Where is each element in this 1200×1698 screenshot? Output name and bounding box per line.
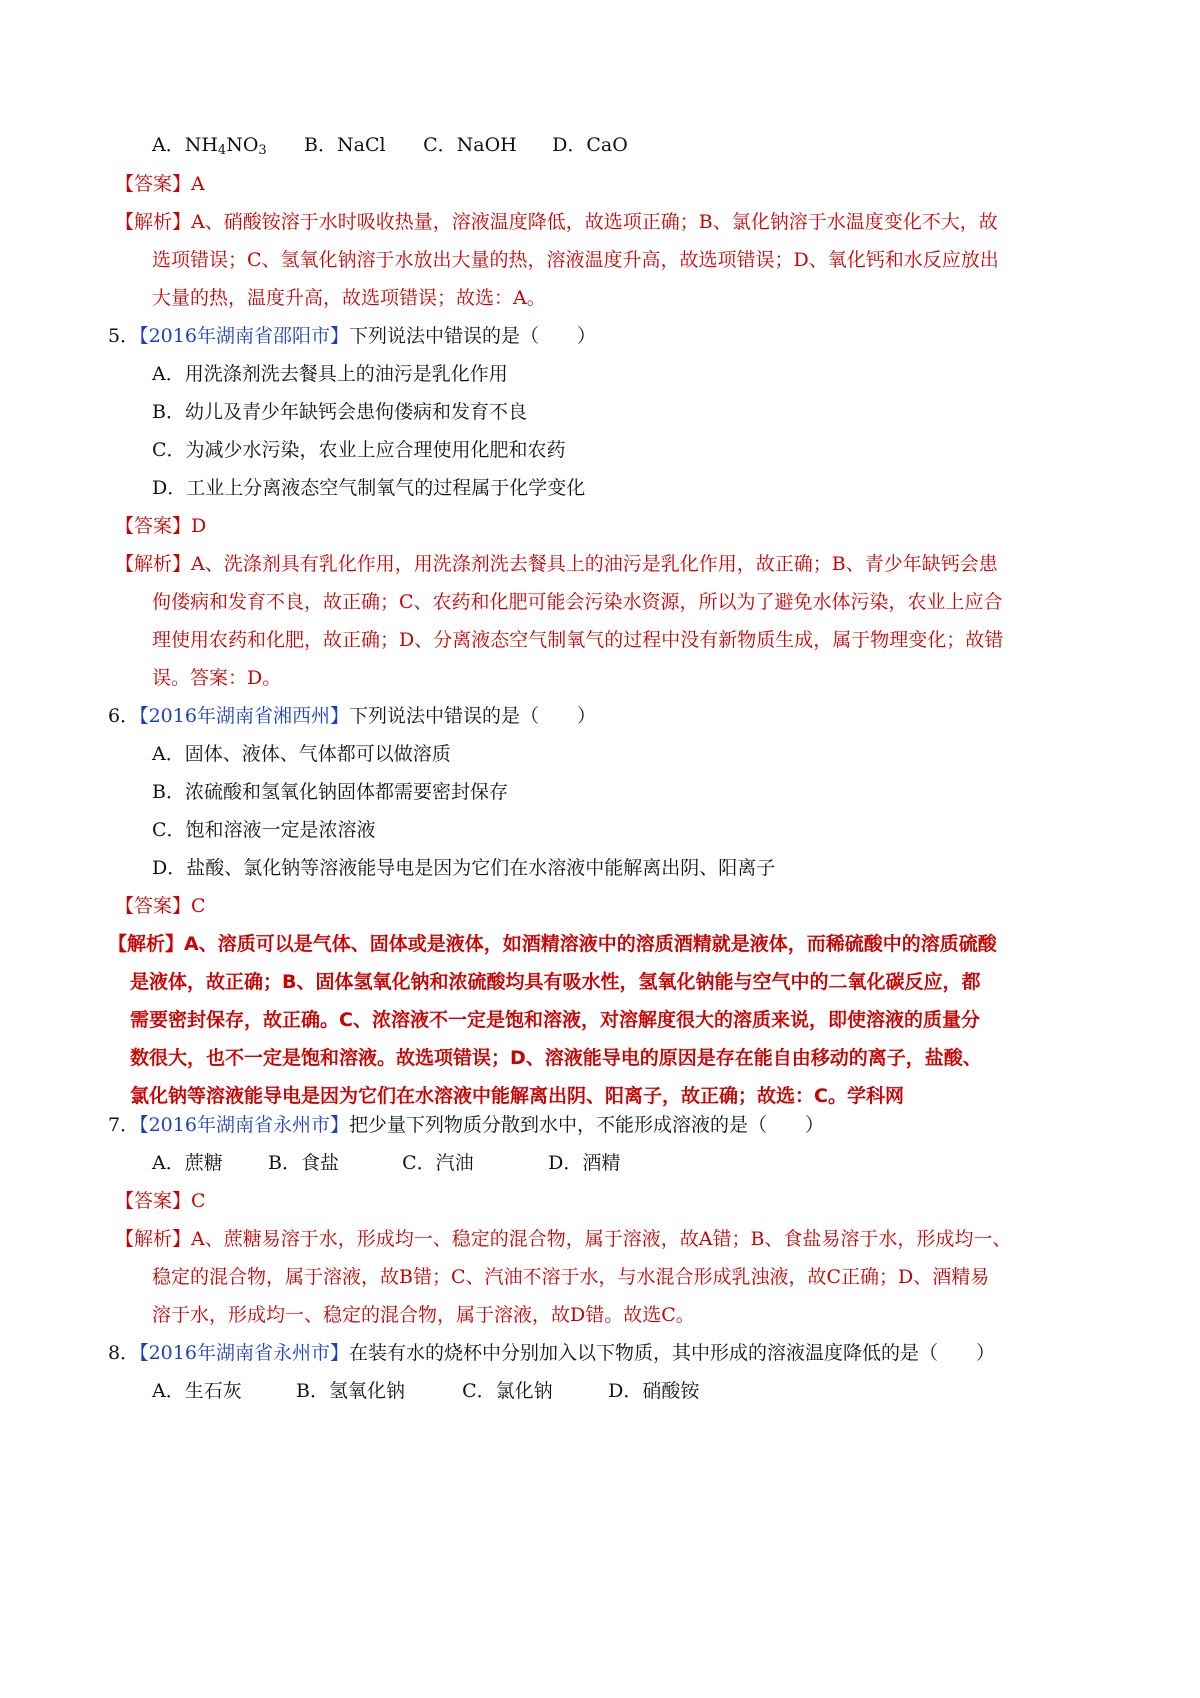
q4-explanation-line-1: 【解析】A、硝酸铵溶于水时吸收热量，溶液温度降低，故选项正确；B、氯化钠溶于水温度变化不大，故 [115, 211, 998, 233]
q8-option-a: A．生石灰 [152, 1380, 242, 1402]
q6-explanation-line-4: 数很大，也不一定是饱和溶液。故选项错误；D、溶液能导电的原因是存在能自由移动的离子，盐酸、 [130, 1047, 982, 1069]
q6-answer: 【答案】C [115, 895, 206, 917]
q5-explanation-line-2: 佝偻病和发育不良，故正确；C、农药和化肥可能会污染水资源，所以为了避免水体污染，农业上应合 [152, 591, 1003, 613]
q4-option-a: A．$NH_4NO_3$ [152, 134, 267, 158]
q6-explanation-line-1: 【解析】A、溶质可以是气体、固体或是液体，如酒精溶液中的溶质酒精就是液体，而稀硫酸中的溶质硫酸 [108, 933, 997, 955]
q7-explanation-line-1: 【解析】A、蔗糖易溶于水，形成均一、稳定的混合物，属于溶液，故A错；B、食盐易溶于水，形成均一、 [115, 1228, 1012, 1250]
q6-explanation-line-2: 是液体，故正确；B、固体氢氧化钠和浓硫酸均具有吸水性，氢氧化钠能与空气中的二氧化碳反应，都 [130, 971, 981, 993]
q7-explanation-line-2: 稳定的混合物，属于溶液，故B错；C、汽油不溶于水，与水混合形成乳浊液，故C正确；D、酒精易 [152, 1266, 990, 1288]
q5-option-d: D．工业上分离液态空气制氧气的过程属于化学变化 [152, 477, 586, 499]
q7-option-c: C．汽油 [402, 1152, 474, 1174]
q8-stem: 8．【2016年湖南省永州市】在装有水的烧杯中分别加入以下物质，其中形成的溶液温度降低的是（ ） [108, 1342, 995, 1364]
q7-options [152, 1150, 620, 1176]
q6-option-b: B．浓硫酸和氢氧化钠固体都需要密封保存 [152, 781, 508, 803]
q5-answer: 【答案】D [115, 515, 207, 537]
q8-option-b: B．氢氧化钠 [296, 1380, 406, 1402]
q8-option-c: C．氯化钠 [462, 1380, 553, 1402]
q5-source: 【2016年湖南省邵阳市】 [139, 325, 349, 347]
q5-explanation-line-3: 理使用农药和化肥，故正确；D、分离液态空气制氧气的过程中没有新物质生成，属于物理变化；故错 [152, 629, 1004, 651]
q6-source: 【2016年湖南省湘西州】 [139, 705, 349, 727]
q4-option-d: D．CaO [552, 134, 628, 156]
q5-option-a: A．用洗涤剂洗去餐具上的油污是乳化作用 [152, 363, 508, 385]
q7-option-b: B．食盐 [268, 1152, 340, 1174]
q6-explanation-line-5: 氯化钠等溶液能导电是因为它们在水溶液中能解离出阴、阳离子，故正确；故选：C。学科网 [130, 1085, 904, 1107]
q8-option-d: D．硝酸铵 [608, 1380, 700, 1402]
q7-option-a: A．蔗糖 [152, 1152, 223, 1174]
q6-stem: 6．【2016年湖南省湘西州】下列说法中错误的是（ ） [108, 705, 596, 727]
q6-option-a: A．固体、液体、气体都可以做溶质 [152, 743, 451, 765]
q4-options [152, 132, 628, 164]
q7-stem: 7．【2016年湖南省永州市】把少量下列物质分散到水中，不能形成溶液的是（ ） [108, 1114, 824, 1136]
q5-explanation-line-4: 误。答案：D。 [152, 667, 282, 689]
q4-answer: 【答案】A [115, 173, 205, 195]
q5-option-c: C．为减少水污染，农业上应合理使用化肥和农药 [152, 439, 566, 461]
q5-explanation-line-1: 【解析】A、洗涤剂具有乳化作用，用洗涤剂洗去餐具上的油污是乳化作用，故正确；B、青少年缺钙会患 [115, 553, 998, 575]
q8-source: 【2016年湖南省永州市】 [139, 1342, 349, 1364]
q7-answer: 【答案】C [115, 1190, 206, 1212]
q6-option-d: D．盐酸、氯化钠等溶液能导电是因为它们在水溶液中能解离出阴、阳离子 [152, 857, 776, 879]
q8-options [152, 1378, 699, 1404]
q4-option-b: B．NaCl [304, 134, 386, 156]
q7-explanation-line-3: 溶于水，形成均一、稳定的混合物，属于溶液，故D错。故选C。 [152, 1304, 695, 1326]
q7-source: 【2016年湖南省永州市】 [139, 1114, 349, 1136]
q6-explanation-line-3: 需要密封保存，故正确。C、浓溶液不一定是饱和溶液，对溶解度很大的溶质来说，即使溶液的质量分 [130, 1009, 980, 1031]
q5-option-b: B．幼儿及青少年缺钙会患佝偻病和发育不良 [152, 401, 527, 423]
q7-option-d: D．酒精 [548, 1152, 621, 1174]
q6-option-c: C．饱和溶液一定是浓溶液 [152, 819, 376, 841]
q4-explanation-line-3: 大量的热，温度升高，故选项错误；故选：A。 [152, 287, 546, 309]
q4-explanation-line-2: 选项错误；C、氢氧化钠溶于水放出大量的热，溶液温度升高，故选项错误；D、氧化钙和水反应放出 [152, 249, 999, 271]
q4-option-c: C．NaOH [423, 134, 517, 156]
q5-stem: 5．【2016年湖南省邵阳市】下列说法中错误的是（ ） [108, 325, 596, 347]
